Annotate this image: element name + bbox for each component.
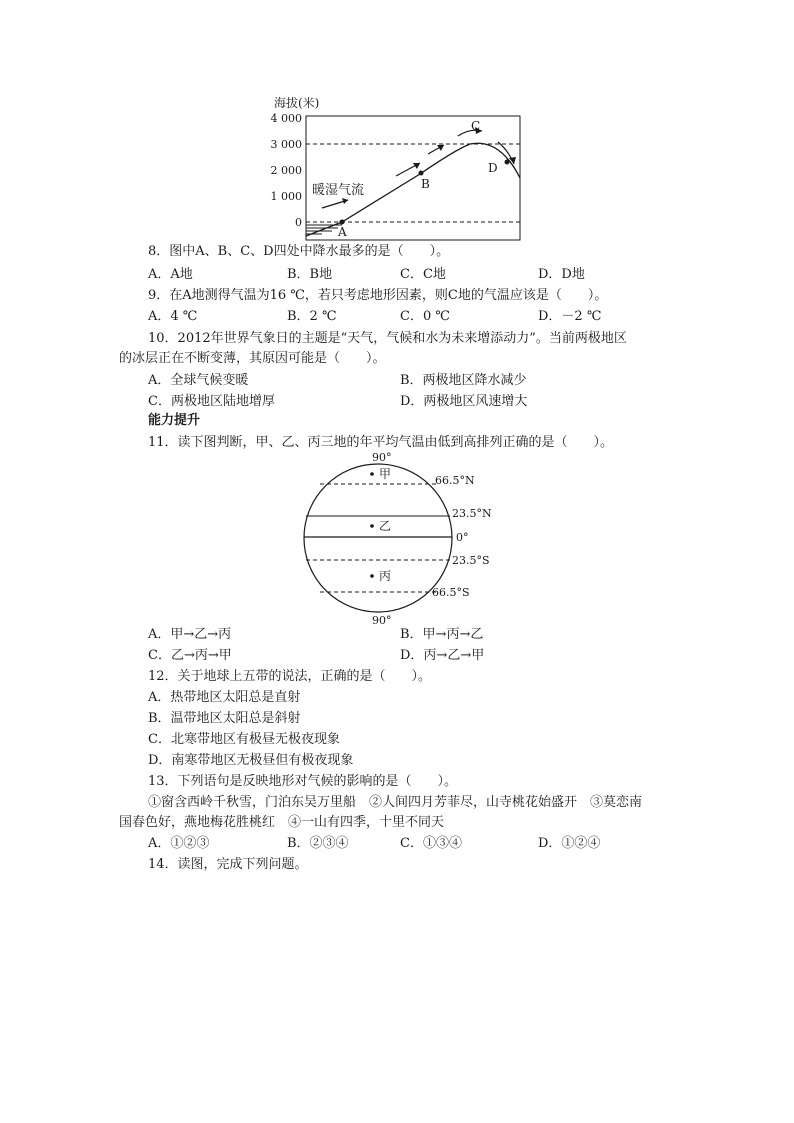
q8-option-b: B．B地 [287,267,333,282]
q10-option-c: C．两极地区陆地增厚 [148,394,275,409]
q12-option-a: A．热带地区太阳总是直射 [148,690,301,705]
tick-0: 0 [295,216,302,229]
place-bing: 丙 [379,569,392,583]
q12-stem: 12．关于地球上五带的说法，正确的是（ ）。 [148,669,432,684]
tick-2000: 2 000 [270,164,302,177]
q9-stem: 9．在A地测得气温为16 ℃，若只考虑地形因素，则C地的气温应该是（ ）。 [148,288,608,303]
q13-line1: ①窗含西岭千秋雪，门泊东吴万里船 ②人间四月芳菲尽，山寺桃花始盛开 ③莫恋南 [148,795,643,810]
point-d: D [488,161,498,175]
q11-option-a: A．甲→乙→丙 [148,627,232,642]
q10-stem-line1: 10．2012年世界气象日的主题是“天气，气候和水为未来增添动力”。当前两极地区 [148,331,627,346]
q13-stem: 13．下列语句是反映地形对气候的影响的是（ ）。 [148,774,458,789]
tick-1000: 1 000 [270,190,302,203]
q13-option-c: C．①③④ [400,836,462,851]
place-yi: 乙 [379,519,392,533]
lat-23n: 23.5°N [452,507,492,520]
point-b: B [421,177,430,191]
lat-66s: 66.5°S [432,586,470,599]
q8-option-d: D．D地 [538,267,585,282]
q9-option-d: D．－2 ℃ [538,309,602,324]
q10-option-d: D．两极地区风速增大 [400,394,528,409]
y-axis-label: 海拔(米) [274,96,320,110]
lat-equator: 0° [456,531,469,544]
q11-option-d: D．丙→乙→甲 [400,648,485,663]
q12-option-b: B．温带地区太阳总是斜射 [148,711,301,726]
q13-option-b: B．②③④ [287,836,349,851]
q11-option-b: B．甲→丙→乙 [400,627,484,642]
q13-line2: 国春色好，燕地梅花胜桃红 ④一山有四季，十里不同天 [119,815,445,830]
q13-option-d: D．①②④ [538,836,601,851]
point-c: C [471,119,481,133]
north-pole-label: 90° [372,451,392,464]
q9-option-a: A．4 ℃ [148,309,198,324]
south-pole-label: 90° [372,614,392,627]
q11-option-c: C．乙→丙→甲 [148,648,232,663]
q9-option-b: B．2 ℃ [287,309,337,324]
lat-66n: 66.5°N [435,474,475,487]
q14-stem: 14．读图，完成下列问题。 [148,857,308,872]
section-title: 能力提升 [148,413,201,428]
q12-option-c: C．北寒带地区有极昼无极夜现象 [148,732,340,747]
latitude-zones-diagram [298,450,508,628]
tick-3000: 3 000 [270,138,302,151]
q8-option-a: A．A地 [148,267,193,282]
q8-option-c: C．C地 [400,267,446,282]
tick-4000: 4 000 [270,112,302,125]
q10-stem-line2: 的冰层正在不断变薄，其原因可能是（ ）。 [119,351,386,366]
altitude-diagram [260,90,530,250]
lat-23s: 23.5°S [452,554,490,567]
q9-option-c: C．0 ℃ [400,309,450,324]
q11-stem: 11．读下图判断，甲、乙、丙三地的年平均气温由低到高排列正确的是（ ）。 [148,435,614,450]
q10-option-a: A．全球气候变暖 [148,373,249,388]
point-a: A [338,225,347,239]
place-jia: 甲 [379,467,392,481]
q8-stem: 8．图中A、B、C、D四处中降水最多的是（ ）。 [148,244,450,259]
q12-option-d: D．南寒带地区无极昼但有极夜现象 [148,753,354,768]
q13-option-a: A．①②③ [148,836,210,851]
q10-option-b: B．两极地区降水减少 [400,373,527,388]
airflow-label: 暖湿气流 [312,183,365,198]
